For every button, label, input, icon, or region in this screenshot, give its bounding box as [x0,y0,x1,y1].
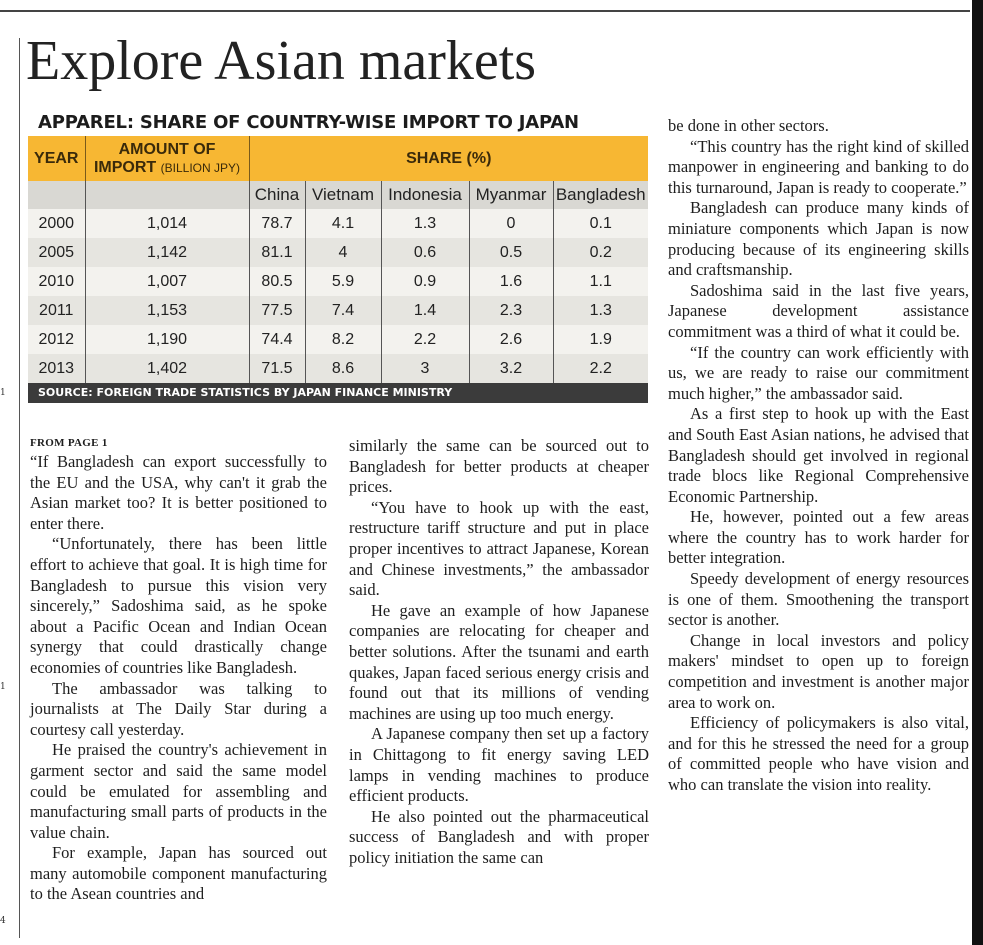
year-cell: 2010 [28,267,85,296]
year-cell: 2000 [28,209,85,238]
paragraph: For example, Japan has sourced out many automobile component manufacturing to the Asean countries and [30,843,327,904]
header-amount [85,136,249,181]
paragraph: similarly the same can be sourced out to Bangladesh for better products at cheaper prices. [349,436,649,497]
paragraph: As a first step to hook up with the East and South East Asian nations, he advised that Bangladesh should get involved in regional trade blocs like Regional Comprehensive Economic Partnership. [668,404,969,506]
share-cell: 2.2 [553,354,648,383]
year-cell: 2005 [28,238,85,267]
country-header: China [249,181,305,209]
year-cell: 2012 [28,325,85,354]
paragraph: He, however, pointed out a few areas where the country has to work harder for better integration. [668,507,969,568]
paragraph: He gave an example of how Japanese companies are relocating for cheaper and better solutions. After the tsunami and earth quakes, Japan faced serious energy crisis and found out that its millions of vending machines are using up too much energy. [349,600,649,723]
left-column-rule [19,38,20,938]
share-cell: 0.6 [381,238,469,267]
page-edge-bar [972,0,983,945]
share-cell: 1.1 [553,267,648,296]
amount-cell: 1,142 [85,238,249,267]
table-title: APPAREL: SHARE OF COUNTRY-WISE IMPORT TO JAPAN [38,112,579,133]
edge-mark: 4 [0,916,6,926]
article-column-1 [30,436,327,905]
table-row [28,238,648,267]
paragraph: “You have to hook up with the east, restructure tariff structure and put in place proper incentives to attract Japanese, Korean and Chinese investments,” the ambassador said. [349,497,649,600]
paragraph: He praised the country's achievement in garment sector and said the same model could be emulated for assembling and manufacturing small parts of products in the value chain. [30,740,327,842]
import-table-box [28,112,648,403]
paragraph: Sadoshima said in the last five years, Japanese development assistance commitment was a third of what it could be. [668,280,969,341]
sub-header-blank [28,181,85,209]
from-page-label: FROM PAGE 1 [30,437,108,449]
amount-cell: 1,190 [85,325,249,354]
paragraph: The ambassador was talking to journalists at The Daily Star during a courtesy call yesterday. [30,678,327,739]
edge-mark: 1 [0,388,6,398]
table-row [28,354,648,383]
country-header: Bangladesh [553,181,648,209]
paragraph: A Japanese company then set up a factory in Chittagong to fit energy saving LED lamps in vending machines to produce efficient products. [349,724,649,806]
paragraph: “If the country can work efficiently with us, we are ready to raise our commitment much higher,” the ambassador said. [668,342,969,403]
share-cell: 1.9 [553,325,648,354]
paragraph: be done in other sectors. [668,116,829,135]
amount-cell: 1,007 [85,267,249,296]
share-cell: 0.9 [381,267,469,296]
table-source: SOURCE: FOREIGN TRADE STATISTICS BY JAPAN FINANCE MINISTRY [28,383,648,403]
share-cell: 81.1 [249,238,305,267]
country-header: Vietnam [305,181,381,209]
paragraph: Change in local investors and policy makers' mindset to open up to foreign competition and investment is another major area to work on. [668,630,969,712]
sub-header-blank [85,181,249,209]
share-cell: 71.5 [249,354,305,383]
paragraph: Speedy development of energy resources is one of them. Smoothening the transport sector is another. [668,569,969,630]
share-cell: 2.2 [381,325,469,354]
paragraph: “This country has the right kind of skilled manpower in engineering and banking to do this turnaround, Japan is ready to cooperate.” [668,136,969,197]
paragraph: “Unfortunately, there has been little effort to achieve that goal. It is high time for Bangladesh to pursue this vision very sincerely,” Sadoshima said, as he spoke about a Pacific Ocean and Indian Ocean synergy that could drastically change economies of countries like Bangladesh. [30,534,327,677]
top-rule [0,10,970,12]
share-cell: 4 [305,238,381,267]
share-cell: 1.4 [381,296,469,325]
share-cell: 1.3 [553,296,648,325]
year-cell: 2013 [28,354,85,383]
table-row [28,296,648,325]
share-cell: 74.4 [249,325,305,354]
country-header: Indonesia [381,181,469,209]
header-amount-unit: (BILLION JPY) [160,160,241,175]
table-row [28,209,648,238]
share-cell: 78.7 [249,209,305,238]
share-cell: 1.6 [469,267,553,296]
share-cell: 8.2 [305,325,381,354]
header-year: YEAR [28,136,85,181]
paragraph: Efficiency of policymakers is also vital, and for this he stressed the need for a group of committed people who have vision and who can translate the vision into reality. [668,713,969,794]
article-column-2 [349,436,649,868]
table-row [28,267,648,296]
table-row [28,325,648,354]
amount-cell: 1,014 [85,209,249,238]
share-cell: 0 [469,209,553,238]
share-cell: 1.3 [381,209,469,238]
paragraph: He also pointed out the pharmaceutical success of Bangladesh and with proper policy initiation the same can [349,806,649,867]
edge-mark: 1 [0,682,6,692]
amount-cell: 1,402 [85,354,249,383]
headline: Explore Asian markets [26,30,537,92]
country-header: Myanmar [469,181,553,209]
header-amount-line2: IMPORT [93,158,157,176]
paragraph: “If Bangladesh can export successfully to the EU and the USA, why can't it grab the Asian market too? It is better positioned to enter there. [30,452,327,533]
share-cell: 3.2 [469,354,553,383]
header-amount-line1: AMOUNT OF [118,140,216,158]
share-cell: 3 [381,354,469,383]
share-cell: 0.2 [553,238,648,267]
article-column-3 [668,116,969,796]
share-cell: 2.3 [469,296,553,325]
import-share-table [28,136,648,383]
share-cell: 0.5 [469,238,553,267]
paragraph: Bangladesh can produce many kinds of miniature components which Japan is now producing because of its engineering skills and craftsmanship. [668,198,969,280]
year-cell: 2011 [28,296,85,325]
header-share: SHARE (%) [249,136,648,181]
share-cell: 2.6 [469,325,553,354]
share-cell: 77.5 [249,296,305,325]
amount-cell: 1,153 [85,296,249,325]
share-cell: 80.5 [249,267,305,296]
share-cell: 4.1 [305,209,381,238]
share-cell: 8.6 [305,354,381,383]
share-cell: 5.9 [305,267,381,296]
share-cell: 7.4 [305,296,381,325]
share-cell: 0.1 [553,209,648,238]
